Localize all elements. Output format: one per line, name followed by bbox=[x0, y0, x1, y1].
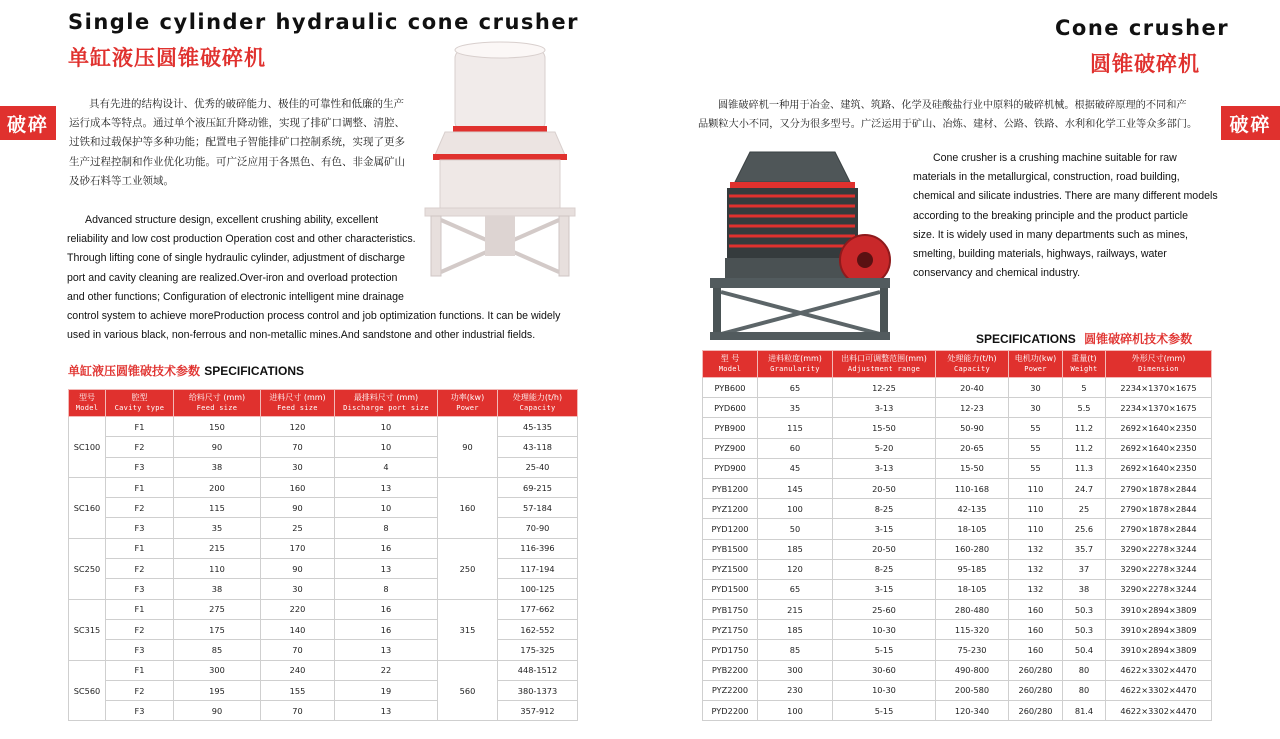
header-en: Discharge port size bbox=[343, 404, 429, 412]
data-cell: 2692×1640×2350 bbox=[1106, 418, 1212, 438]
model-cell: SC250 bbox=[69, 538, 106, 599]
data-cell: 115-320 bbox=[936, 620, 1009, 640]
table-row bbox=[69, 518, 578, 538]
hydraulic-cone-crusher-image bbox=[415, 40, 585, 280]
data-cell: 10 bbox=[335, 437, 438, 457]
data-cell: 65 bbox=[758, 579, 833, 599]
data-cell: 15-50 bbox=[936, 458, 1009, 478]
data-cell: 5-20 bbox=[833, 438, 936, 458]
capacity-cell: 69-215 bbox=[498, 477, 578, 497]
data-cell: 11.2 bbox=[1063, 418, 1106, 438]
data-cell: 3290×2278×3244 bbox=[1106, 539, 1212, 559]
data-cell: 2692×1640×2350 bbox=[1106, 438, 1212, 458]
data-cell: 8-25 bbox=[833, 499, 936, 519]
right-description-en: Cone crusher is a crushing machine suitable for raw materials in the metallurgical, construction, road building, chemical and silicate industries. There are many different models according to the breaking principle and the product particle size. It is widely used in many departments such as mines, smelting, building materials, highways, railways, water conservancy and chemical industry. bbox=[913, 152, 1218, 280]
data-cell: 220 bbox=[261, 599, 335, 619]
data-cell: 90 bbox=[261, 559, 335, 579]
data-cell: 85 bbox=[758, 640, 833, 660]
capacity-cell: 117-194 bbox=[498, 559, 578, 579]
data-cell: F1 bbox=[106, 660, 174, 680]
table-row bbox=[703, 418, 1212, 438]
right-category-tag: 破碎 bbox=[1221, 106, 1280, 140]
data-cell: 160 bbox=[1009, 620, 1063, 640]
data-cell: 160 bbox=[1009, 600, 1063, 620]
capacity-cell: 177-662 bbox=[498, 599, 578, 619]
data-cell: F2 bbox=[106, 680, 174, 700]
capacity-cell: 25-40 bbox=[498, 457, 578, 477]
header-en: Power bbox=[1024, 365, 1047, 373]
data-cell: PYD1500 bbox=[703, 579, 758, 599]
data-cell: 120 bbox=[758, 559, 833, 579]
data-cell: 38 bbox=[174, 457, 261, 477]
power-cell: 315 bbox=[438, 599, 498, 660]
data-cell: 55 bbox=[1009, 438, 1063, 458]
header-en: Weight bbox=[1070, 365, 1098, 373]
left-title-cn: 单缸液压圆锥破碎机 bbox=[68, 46, 266, 70]
capacity-cell: 448-1512 bbox=[498, 660, 578, 680]
data-cell: 300 bbox=[174, 660, 261, 680]
right-description-cn: 圆锥破碎机一种用于冶金、建筑、筑路、化学及硅酸盐行业中原料的破碎机械。根据破碎原理的不同和产 品颗粒大小不同，又分为很多型号。广泛运用于矿山、冶炼、建材、公路、铁路、水利和化学工业等众多部门。 bbox=[698, 100, 1198, 131]
table-row bbox=[703, 539, 1212, 559]
data-cell: 4622×3302×4470 bbox=[1106, 701, 1212, 721]
data-cell: 3290×2278×3244 bbox=[1106, 579, 1212, 599]
data-cell: 110 bbox=[1009, 499, 1063, 519]
data-cell: PYB1200 bbox=[703, 478, 758, 498]
header-en: Model bbox=[75, 404, 99, 412]
data-cell: PYD1750 bbox=[703, 640, 758, 660]
header-cn: 外形尺寸(mm) bbox=[1131, 354, 1186, 363]
capacity-cell: 100-125 bbox=[498, 579, 578, 599]
data-cell: 185 bbox=[758, 620, 833, 640]
data-cell: PYD1200 bbox=[703, 519, 758, 539]
table-row bbox=[69, 457, 578, 477]
data-cell: 110 bbox=[174, 559, 261, 579]
data-cell: 140 bbox=[261, 619, 335, 639]
table-row bbox=[69, 640, 578, 660]
data-cell: 115 bbox=[174, 498, 261, 518]
data-cell: 3-15 bbox=[833, 519, 936, 539]
data-cell: 230 bbox=[758, 680, 833, 700]
table-row bbox=[69, 477, 578, 497]
data-cell: 50.4 bbox=[1063, 640, 1106, 660]
data-cell: 2790×1878×2844 bbox=[1106, 519, 1212, 539]
data-cell: 20-50 bbox=[833, 539, 936, 559]
table-row bbox=[69, 559, 578, 579]
data-cell: 300 bbox=[758, 660, 833, 680]
data-cell: 13 bbox=[335, 640, 438, 660]
right-header-cell bbox=[936, 351, 1009, 378]
data-cell: 75-230 bbox=[936, 640, 1009, 660]
data-cell: F3 bbox=[106, 640, 174, 660]
data-cell: PYD600 bbox=[703, 398, 758, 418]
left-description-cn: 具有先进的结构设计、优秀的破碎能力、极佳的可靠性和低廉的生产 运行成本等特点。通过单个液压缸升降动锥，实现了排矿口调整、清腔、 过铁和过载保护等多种功能；配置电子智能排矿口控制系统，实现了更多 生产过程控制和作业优化功能。可广泛应用于各黑色、有色、非金属矿山 及砂石料等工业领域。 bbox=[69, 98, 405, 187]
data-cell: 260/280 bbox=[1009, 680, 1063, 700]
table-row bbox=[703, 478, 1212, 498]
data-cell: 2790×1878×2844 bbox=[1106, 478, 1212, 498]
left-header-cell bbox=[174, 390, 261, 417]
data-cell: 260/280 bbox=[1009, 701, 1063, 721]
right-header-cell bbox=[1009, 351, 1063, 378]
header-cn: 出料口可调整范围(mm) bbox=[841, 354, 927, 363]
data-cell: 12-23 bbox=[936, 398, 1009, 418]
right-title-en: Cone crusher bbox=[1055, 16, 1230, 40]
data-cell: 200 bbox=[174, 477, 261, 497]
table-row bbox=[69, 579, 578, 599]
data-cell: 30-60 bbox=[833, 660, 936, 680]
data-cell: 55 bbox=[1009, 418, 1063, 438]
left-header-cell bbox=[69, 390, 106, 417]
data-cell: 81.4 bbox=[1063, 701, 1106, 721]
data-cell: PYZ1750 bbox=[703, 620, 758, 640]
data-cell: 5.5 bbox=[1063, 398, 1106, 418]
data-cell: 38 bbox=[1063, 579, 1106, 599]
capacity-cell: 162-552 bbox=[498, 619, 578, 639]
right-header-cell bbox=[833, 351, 936, 378]
header-en: Feed size bbox=[277, 404, 318, 412]
data-cell: 70 bbox=[261, 437, 335, 457]
table-row bbox=[69, 660, 578, 680]
data-cell: 50.3 bbox=[1063, 620, 1106, 640]
data-cell: PYD2200 bbox=[703, 701, 758, 721]
data-cell: 160 bbox=[1009, 640, 1063, 660]
left-header-cell bbox=[106, 390, 174, 417]
table-row bbox=[703, 680, 1212, 700]
data-cell: PYB1500 bbox=[703, 539, 758, 559]
table-row bbox=[69, 619, 578, 639]
data-cell: 24.7 bbox=[1063, 478, 1106, 498]
header-cn: 进料粒度(mm) bbox=[768, 354, 822, 363]
data-cell: 35 bbox=[174, 518, 261, 538]
data-cell: 55 bbox=[1009, 458, 1063, 478]
data-cell: 70 bbox=[261, 701, 335, 721]
data-cell: 30 bbox=[261, 579, 335, 599]
data-cell: 16 bbox=[335, 538, 438, 558]
table-row bbox=[69, 701, 578, 721]
data-cell: 2692×1640×2350 bbox=[1106, 458, 1212, 478]
data-cell: F2 bbox=[106, 619, 174, 639]
power-cell: 560 bbox=[438, 660, 498, 721]
header-en: Power bbox=[456, 404, 479, 412]
data-cell: 80 bbox=[1063, 660, 1106, 680]
data-cell: F1 bbox=[106, 599, 174, 619]
header-cn: 给料尺寸 (mm) bbox=[188, 393, 246, 402]
header-cn: 型号 bbox=[79, 393, 95, 402]
header-cn: 处理能力(t/h) bbox=[512, 393, 563, 402]
table-row bbox=[703, 660, 1212, 680]
data-cell: 490-800 bbox=[936, 660, 1009, 680]
header-cn: 最排料尺寸 (mm) bbox=[353, 393, 419, 402]
power-cell: 250 bbox=[438, 538, 498, 599]
data-cell: 240 bbox=[261, 660, 335, 680]
data-cell: 5-15 bbox=[833, 640, 936, 660]
data-cell: 145 bbox=[758, 478, 833, 498]
data-cell: 35.7 bbox=[1063, 539, 1106, 559]
table-row bbox=[69, 599, 578, 619]
data-cell: 30 bbox=[1009, 378, 1063, 398]
header-en: Adjustment range bbox=[847, 365, 921, 373]
table-row bbox=[703, 559, 1212, 579]
left-description-en: Advanced structure design, excellent crushing ability, excellent reliability and low cost production Operation cost and other characteristics. Through lifting cone of single hydraulic cylinder, adjustment of discharge port and cavity cleaning are realized.Over-iron and overload protection and other functions; Configuration of electronic intelligent mine drainage control system to achieve moreProduction process control and job optimization functions. It can be widely used in various black, non-ferrous and non-metallic mines.And sandstone and other industrial fields. bbox=[67, 214, 561, 342]
table-row bbox=[69, 437, 578, 457]
data-cell: 2234×1370×1675 bbox=[1106, 378, 1212, 398]
header-cn: 型 号 bbox=[720, 354, 740, 363]
data-cell: 85 bbox=[174, 640, 261, 660]
data-cell: 90 bbox=[261, 498, 335, 518]
table-row bbox=[69, 680, 578, 700]
data-cell: 115 bbox=[758, 418, 833, 438]
data-cell: 2234×1370×1675 bbox=[1106, 398, 1212, 418]
data-cell: 275 bbox=[174, 599, 261, 619]
data-cell: 175 bbox=[174, 619, 261, 639]
header-cn: 腔型 bbox=[131, 393, 148, 402]
right-header-cell bbox=[703, 351, 758, 378]
right-spec-heading: SPECIFICATIONS 圆锥破碎机技术参数 bbox=[976, 332, 1193, 346]
data-cell: 260/280 bbox=[1009, 660, 1063, 680]
data-cell: 3910×2894×3809 bbox=[1106, 600, 1212, 620]
power-cell: 90 bbox=[438, 417, 498, 478]
data-cell: F3 bbox=[106, 457, 174, 477]
data-cell: 12-25 bbox=[833, 378, 936, 398]
data-cell: 5-15 bbox=[833, 701, 936, 721]
header-en: Dimension bbox=[1138, 365, 1179, 373]
data-cell: 120 bbox=[261, 417, 335, 437]
data-cell: 22 bbox=[335, 660, 438, 680]
data-cell: 110 bbox=[1009, 519, 1063, 539]
right-header-cell bbox=[1063, 351, 1106, 378]
power-cell: 160 bbox=[438, 477, 498, 538]
data-cell: 11.2 bbox=[1063, 438, 1106, 458]
data-cell: PYZ1500 bbox=[703, 559, 758, 579]
data-cell: F2 bbox=[106, 559, 174, 579]
data-cell: 3290×2278×3244 bbox=[1106, 559, 1212, 579]
data-cell: PYB900 bbox=[703, 418, 758, 438]
data-cell: 95-185 bbox=[936, 559, 1009, 579]
data-cell: 16 bbox=[335, 619, 438, 639]
right-header-cell bbox=[1106, 351, 1212, 378]
table-row bbox=[69, 538, 578, 558]
data-cell: 60 bbox=[758, 438, 833, 458]
data-cell: 18-105 bbox=[936, 579, 1009, 599]
data-cell: 65 bbox=[758, 378, 833, 398]
data-cell: F2 bbox=[106, 437, 174, 457]
data-cell: 4 bbox=[335, 457, 438, 477]
data-cell: 30 bbox=[1009, 398, 1063, 418]
data-cell: 3-13 bbox=[833, 398, 936, 418]
capacity-cell: 116-396 bbox=[498, 538, 578, 558]
data-cell: 10 bbox=[335, 498, 438, 518]
data-cell: 132 bbox=[1009, 579, 1063, 599]
data-cell: 280-480 bbox=[936, 600, 1009, 620]
data-cell: 25-60 bbox=[833, 600, 936, 620]
data-cell: 3910×2894×3809 bbox=[1106, 640, 1212, 660]
data-cell: 8-25 bbox=[833, 559, 936, 579]
data-cell: 3-13 bbox=[833, 458, 936, 478]
table-row bbox=[703, 378, 1212, 398]
data-cell: 70 bbox=[261, 640, 335, 660]
header-cn: 重量(t) bbox=[1071, 354, 1097, 363]
model-cell: SC160 bbox=[69, 477, 106, 538]
data-cell: 195 bbox=[174, 680, 261, 700]
data-cell: PYZ1200 bbox=[703, 499, 758, 519]
data-cell: 50.3 bbox=[1063, 600, 1106, 620]
data-cell: 10-30 bbox=[833, 620, 936, 640]
data-cell: F1 bbox=[106, 477, 174, 497]
table-row bbox=[703, 600, 1212, 620]
data-cell: 4622×3302×4470 bbox=[1106, 660, 1212, 680]
data-cell: 13 bbox=[335, 701, 438, 721]
capacity-cell: 357-912 bbox=[498, 701, 578, 721]
header-en: Capacity bbox=[953, 365, 991, 373]
data-cell: F1 bbox=[106, 417, 174, 437]
data-cell: 20-50 bbox=[833, 478, 936, 498]
capacity-cell: 45-135 bbox=[498, 417, 578, 437]
right-title-cn: 圆锥破碎机 bbox=[1090, 52, 1200, 76]
data-cell: 35 bbox=[758, 398, 833, 418]
left-spec-table bbox=[68, 389, 578, 721]
data-cell: 50-90 bbox=[936, 418, 1009, 438]
data-cell: 155 bbox=[261, 680, 335, 700]
data-cell: F1 bbox=[106, 538, 174, 558]
header-en: Granularity bbox=[770, 365, 820, 373]
right-table-header-row bbox=[703, 351, 1212, 378]
cone-crusher-image bbox=[705, 132, 895, 342]
capacity-cell: 43-118 bbox=[498, 437, 578, 457]
table-row bbox=[703, 458, 1212, 478]
data-cell: 10-30 bbox=[833, 680, 936, 700]
data-cell: 42-135 bbox=[936, 499, 1009, 519]
header-cn: 处理能力(t/h) bbox=[947, 354, 997, 363]
data-cell: F2 bbox=[106, 498, 174, 518]
table-row bbox=[69, 498, 578, 518]
data-cell: PYB600 bbox=[703, 378, 758, 398]
data-cell: PYB1750 bbox=[703, 600, 758, 620]
data-cell: PYZ900 bbox=[703, 438, 758, 458]
capacity-cell: 57-184 bbox=[498, 498, 578, 518]
table-row bbox=[703, 640, 1212, 660]
table-row bbox=[703, 701, 1212, 721]
left-title-en: Single cylinder hydraulic cone crusher bbox=[68, 10, 579, 34]
model-cell: SC100 bbox=[69, 417, 106, 478]
left-header-cell bbox=[335, 390, 438, 417]
left-category-tag: 破碎 bbox=[0, 106, 56, 140]
data-cell: 132 bbox=[1009, 559, 1063, 579]
data-cell: 3-15 bbox=[833, 579, 936, 599]
data-cell: 30 bbox=[261, 457, 335, 477]
data-cell: 110-168 bbox=[936, 478, 1009, 498]
data-cell: 8 bbox=[335, 518, 438, 538]
data-cell: 185 bbox=[758, 539, 833, 559]
data-cell: 25 bbox=[261, 518, 335, 538]
capacity-cell: 380-1373 bbox=[498, 680, 578, 700]
data-cell: 45 bbox=[758, 458, 833, 478]
data-cell: 11.3 bbox=[1063, 458, 1106, 478]
data-cell: 20-40 bbox=[936, 378, 1009, 398]
data-cell: 90 bbox=[174, 437, 261, 457]
left-spec-heading: 单缸液压圆锥破技术参数 SPECIFICATIONS bbox=[68, 364, 304, 378]
data-cell: 18-105 bbox=[936, 519, 1009, 539]
data-cell: PYZ2200 bbox=[703, 680, 758, 700]
data-cell: 110 bbox=[1009, 478, 1063, 498]
left-header-cell bbox=[261, 390, 335, 417]
data-cell: 90 bbox=[174, 701, 261, 721]
header-en: Cavity type bbox=[114, 404, 165, 412]
data-cell: PYD900 bbox=[703, 458, 758, 478]
data-cell: 13 bbox=[335, 559, 438, 579]
data-cell: 19 bbox=[335, 680, 438, 700]
model-cell: SC560 bbox=[69, 660, 106, 721]
data-cell: 3910×2894×3809 bbox=[1106, 620, 1212, 640]
data-cell: 200-580 bbox=[936, 680, 1009, 700]
header-en: Feed size bbox=[196, 404, 238, 412]
data-cell: 170 bbox=[261, 538, 335, 558]
table-row bbox=[703, 620, 1212, 640]
data-cell: 20-65 bbox=[936, 438, 1009, 458]
data-cell: 5 bbox=[1063, 378, 1106, 398]
table-row bbox=[703, 519, 1212, 539]
data-cell: 15-50 bbox=[833, 418, 936, 438]
table-row bbox=[703, 438, 1212, 458]
header-cn: 功率(kw) bbox=[450, 393, 485, 402]
header-cn: 进料尺寸 (mm) bbox=[269, 393, 326, 402]
right-spec-table bbox=[702, 350, 1212, 721]
data-cell: 8 bbox=[335, 579, 438, 599]
table-row bbox=[703, 398, 1212, 418]
data-cell: 100 bbox=[758, 701, 833, 721]
table-row bbox=[69, 417, 578, 437]
table-row bbox=[703, 579, 1212, 599]
header-en: Model bbox=[718, 365, 742, 373]
data-cell: PYB2200 bbox=[703, 660, 758, 680]
capacity-cell: 70-90 bbox=[498, 518, 578, 538]
data-cell: F3 bbox=[106, 579, 174, 599]
left-header-cell bbox=[498, 390, 578, 417]
header-cn: 电机功(kw) bbox=[1014, 354, 1057, 363]
data-cell: 10 bbox=[335, 417, 438, 437]
data-cell: 100 bbox=[758, 499, 833, 519]
data-cell: 37 bbox=[1063, 559, 1106, 579]
data-cell: 80 bbox=[1063, 680, 1106, 700]
data-cell: 120-340 bbox=[936, 701, 1009, 721]
header-en: Capacity bbox=[519, 404, 556, 412]
data-cell: 25 bbox=[1063, 499, 1106, 519]
data-cell: 215 bbox=[174, 538, 261, 558]
table-row bbox=[703, 499, 1212, 519]
data-cell: 50 bbox=[758, 519, 833, 539]
data-cell: 150 bbox=[174, 417, 261, 437]
data-cell: 38 bbox=[174, 579, 261, 599]
model-cell: SC315 bbox=[69, 599, 106, 660]
data-cell: F3 bbox=[106, 701, 174, 721]
left-table-header-row bbox=[69, 390, 578, 417]
right-header-cell bbox=[758, 351, 833, 378]
data-cell: 16 bbox=[335, 599, 438, 619]
data-cell: 160 bbox=[261, 477, 335, 497]
data-cell: 25.6 bbox=[1063, 519, 1106, 539]
data-cell: 4622×3302×4470 bbox=[1106, 680, 1212, 700]
data-cell: 160-280 bbox=[936, 539, 1009, 559]
capacity-cell: 175-325 bbox=[498, 640, 578, 660]
data-cell: 2790×1878×2844 bbox=[1106, 499, 1212, 519]
data-cell: F3 bbox=[106, 518, 174, 538]
data-cell: 215 bbox=[758, 600, 833, 620]
data-cell: 132 bbox=[1009, 539, 1063, 559]
data-cell: 13 bbox=[335, 477, 438, 497]
left-header-cell bbox=[438, 390, 498, 417]
